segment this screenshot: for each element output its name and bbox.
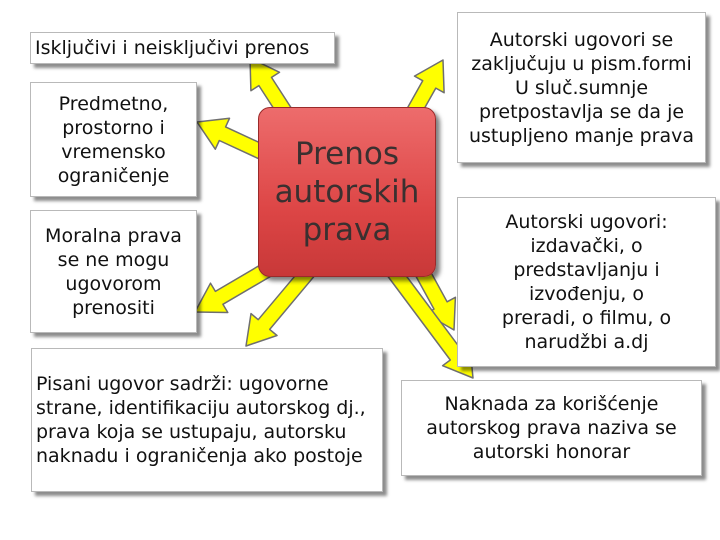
node-naknada-honorar: Naknada za korišćenje autorskog prava naziva se autorski honorar	[401, 380, 702, 476]
node-predmetno-ogranicenje: Predmetno, prostorno i vremensko ograničenje	[30, 82, 197, 197]
node-pisani-ugovor: Pisani ugovor sadrži: ugovorne strane, identifikaciju autorskog dj., prava koja se ustupaju, autorsku naknadu i ograničenja ako postoje	[31, 348, 383, 492]
arrow-to-predmetno	[197, 118, 265, 159]
node-iskljucivi-prenos: Isključivi i neisključivi prenos	[30, 32, 335, 64]
node-ugovori-pismena-forma: Autorski ugovori se zaključuju u pism.formi U sluč.sumnje pretpostavlja se da je ustupljeno manje prava	[457, 12, 706, 163]
node-vrste-ugovora: Autorski ugovori: izdavački, o predstavljanju i izvođenju, o preradi, o filmu, o narudžbi a.dj	[457, 197, 716, 367]
node-moralna-prava: Moralna prava se ne mogu ugovorom prenositi	[30, 210, 197, 333]
center-node-prenos-autorskih-prava: Prenos autorskih prava	[258, 107, 436, 277]
